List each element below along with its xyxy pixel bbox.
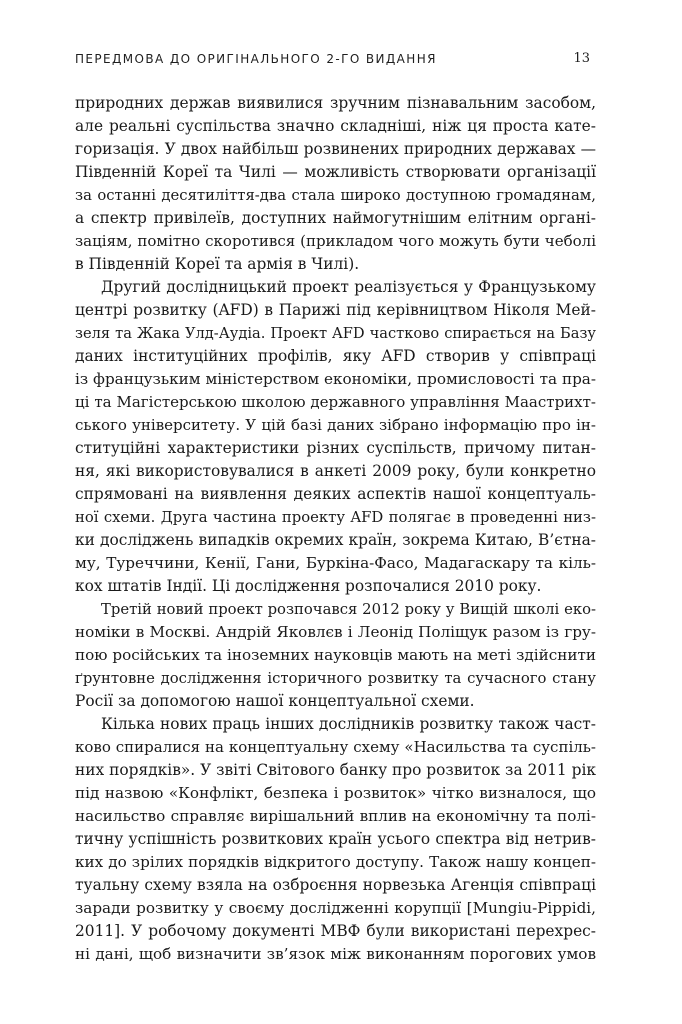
text-line: ституційні характеристики різних суспільств, причому питан-	[75, 439, 596, 457]
text-line: Кілька нових праць інших дослідників розвитку також част-	[101, 715, 596, 733]
text-line: але реальні суспільства значно складніші, ніж ця проста кате-	[75, 117, 596, 135]
text-line: природних держав виявилися зручним пізнавальним засобом,	[75, 94, 596, 112]
text-line: ної схеми. Друга частина проекту AFD полягає в проведенні низ-	[75, 509, 596, 526]
text-line: ких до зрілих порядків відкритого доступу. Також нашу концеп-	[75, 853, 596, 871]
text-line: тичну успішність розвиткових країн усього спектра від нетрив-	[75, 830, 596, 848]
text-line: них порядків». У звіті Світового банку про розвиток за 2011 рік	[75, 761, 596, 779]
text-line: під назвою «Конфлікт, безпека і розвиток» чітко визналося, що	[75, 784, 596, 802]
text-line: ці та Магістерською школою державного управління Маастрихт-	[75, 393, 596, 411]
text-line: за останні десятиліття-два стала широко доступною громадянам,	[75, 187, 596, 204]
text-line: ня, які використовувалися в анкеті 2009 року, були конкретно	[75, 462, 596, 480]
text-line: Південній Кореї та Чилі — можливість створювати організації	[75, 163, 596, 181]
text-line: із французьким міністерством економіки, промисловості та пра-	[75, 370, 596, 388]
body-text	[75, 92, 596, 966]
text-line: ково спиралися на концептуальну схему «Насильства та суспіль-	[75, 738, 596, 756]
text-line: даних інституційних профілів, яку AFD створив у співпраці	[75, 347, 596, 365]
text-line: спрямовані на виявлення деяких аспектів нашої концептуаль-	[75, 485, 596, 503]
page-number: 13	[573, 51, 590, 66]
text-line: му, Туреччини, Кенії, Гани, Буркіна-Фасо, Мадагаскару та кіль-	[75, 554, 596, 572]
text-line: 2011]. У робочому документі МВФ були використані перехрес-	[75, 922, 596, 940]
text-line: насильство справляє вирішальний вплив на економічну та полі-	[75, 807, 596, 825]
text-line: Другий дослідницький проект реалізується у Французькому	[101, 278, 596, 296]
text-line: ні дані, щоб визначити зв’язок між виконанням порогових умов	[75, 945, 596, 963]
text-line: в Південній Кореї та армія в Чилі).	[75, 255, 360, 273]
text-line: центрі розвитку (AFD) в Парижі під керівництвом Ніколя Мей-	[75, 301, 596, 319]
running-head: ПЕРЕДМОВА ДО ОРИГІНАЛЬНОГО 2-ГО ВИДАННЯ	[75, 52, 437, 66]
text-line: ки досліджень випадків окремих країн, зокрема Китаю, В’єтна-	[75, 531, 596, 549]
text-line: а спектр привілеїв, доступних наймогутнішим елітним органі-	[75, 209, 596, 227]
text-line: Третій новий проект розпочався 2012 року у Вищій школі еко-	[101, 601, 596, 618]
text-line: номіки в Москві. Андрій Яковлєв і Леонід Поліщук разом із гру-	[75, 623, 596, 641]
text-line: горизація. У двох найбільш розвинених природних державах —	[75, 140, 596, 158]
text-line: заради розвитку у своєму дослідженні корупції [Mungiu-Pippidi,	[75, 899, 596, 917]
text-line: туальну схему взяла на озброєння норвезька Агенція співпраці	[75, 876, 596, 894]
text-line: ського університету. У цій базі даних зібрано інформацію про ін-	[75, 416, 596, 434]
text-line: Росії за допомогою нашої концептуальної схеми.	[75, 692, 475, 710]
text-line: заціям, помітно скоротився (прикладом чого можуть бути чеболі	[75, 232, 596, 250]
text-line: ґрунтовне дослідження історичного розвитку та сучасного стану	[75, 670, 596, 687]
text-line: зеля та Жака Улд-Аудіа. Проект AFD частково спирається на Базу	[75, 325, 596, 342]
text-line: пою російських та іноземних науковців мають на меті здійснити	[75, 646, 596, 664]
text-line: кох штатів Індії. Ці дослідження розпочалися 2010 року.	[75, 577, 542, 595]
